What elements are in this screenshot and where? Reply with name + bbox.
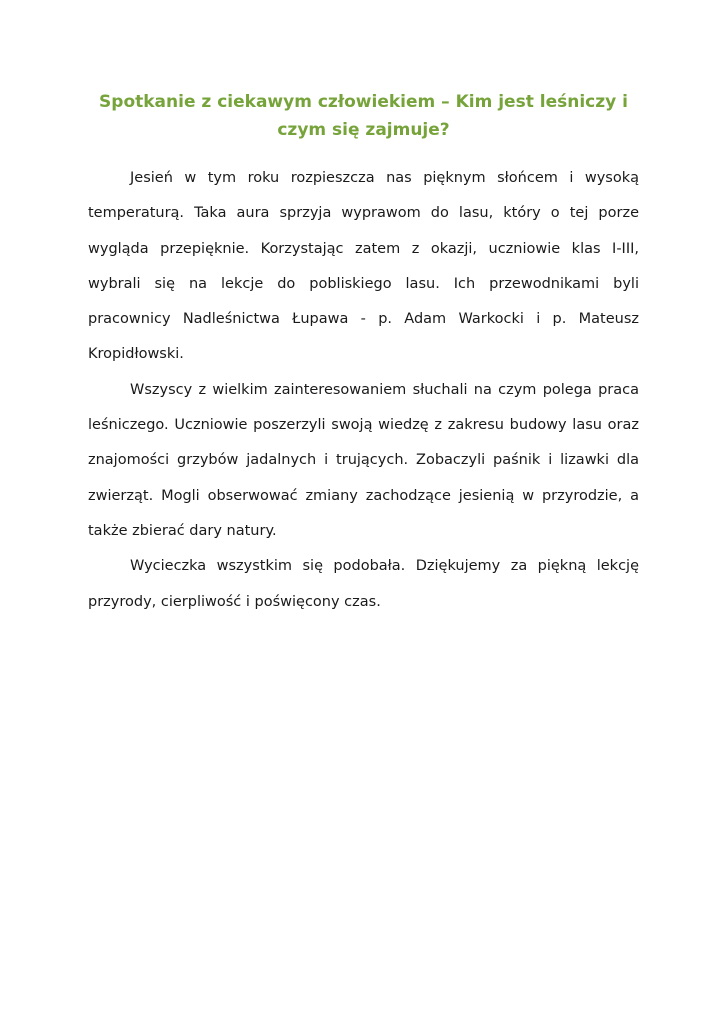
document-title: Spotkanie z ciekawym człowiekiem – Kim jest leśniczy i czym się zajmuje? — [99, 92, 628, 140]
document-body — [88, 161, 639, 620]
paragraph-1: Jesień w tym roku rozpieszcza nas pięknym słońcem i wysoką temperaturą. Taka aura sprzyja wyprawom do lasu, który o tej porze wygląda przepięknie. Korzystając zatem z okazji, uczniowie klas I-III, wybrali się na lekcje do pobliskiego lasu. Ich przewodnikami byli pracownicy Nadleśnictwa Łupawa - p. Adam Warkocki i p. Mateusz Kropidłowski. — [88, 170, 639, 363]
paragraph-2: Wszyscy z wielkim zainteresowaniem słuchali na czym polega praca leśniczego. Uczniowie poszerzyli swoją wiedzę z zakresu budowy lasu oraz znajomości grzybów jadalnych i trujących. Zobaczyli paśnik i lizawki dla zwierząt. Mogli obserwować zmiany zachodzące jesienią w przyrodzie, a także zbierać dary natury. — [88, 381, 639, 539]
paragraph-3: Wycieczka wszystkim się podobała. Dziękujemy za piękną lekcję przyrody, cierpliwość i poświęcony czas. — [88, 558, 639, 610]
